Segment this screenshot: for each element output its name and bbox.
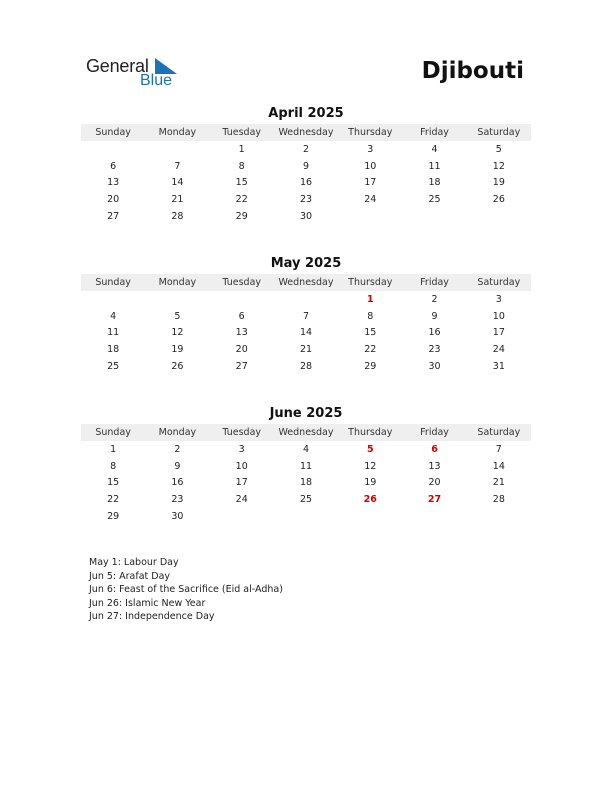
day-cell: 26: [492, 194, 505, 206]
weekday-label: Monday: [158, 427, 197, 438]
day-cell: 6: [110, 160, 117, 172]
day-cell: 1: [110, 443, 117, 455]
holiday-entry: Jun 27: Independence Day: [89, 611, 215, 622]
day-cell: 30: [299, 211, 313, 223]
day-cell: 29: [364, 361, 377, 373]
day-cell: 22: [107, 494, 120, 506]
weekday-label: Friday: [420, 127, 449, 138]
weekday-header-row: [81, 124, 531, 141]
month-title: April 2025: [268, 106, 344, 121]
day-cell: 27: [235, 361, 248, 373]
weekday-label: Monday: [158, 277, 197, 288]
day-cell: 13: [428, 460, 441, 472]
week-row: [81, 141, 531, 158]
day-cell: 25: [299, 494, 313, 506]
day-cell: 9: [174, 460, 181, 472]
month-calendar: [81, 406, 531, 525]
day-cell: 18: [299, 477, 313, 489]
day-cell: 2: [302, 143, 309, 155]
day-cell: 16: [171, 477, 184, 489]
day-cell: 23: [299, 194, 313, 206]
holiday-entry: Jun 5: Arafat Day: [89, 570, 171, 582]
day-cell: 8: [367, 310, 374, 322]
day-cell: 15: [235, 177, 248, 189]
week-row: [81, 508, 531, 525]
weekday-label: Sunday: [95, 277, 131, 288]
day-cell: 23: [428, 344, 441, 356]
day-cell: 16: [428, 327, 441, 339]
day-cell: 15: [364, 327, 377, 339]
day-cell: 28: [492, 494, 505, 506]
week-row: [81, 308, 531, 325]
weekday-label: Tuesday: [222, 277, 262, 288]
weekday-label: Friday: [420, 277, 449, 288]
weekday-header-row: [81, 424, 531, 441]
week-row: [81, 208, 531, 225]
holiday-day-cell: 5: [366, 443, 374, 455]
day-cell: 4: [302, 443, 309, 455]
weekday-label: Wednesday: [278, 427, 334, 438]
day-cell: 3: [495, 293, 502, 305]
day-cell: 28: [299, 361, 313, 373]
day-cell: 6: [238, 310, 245, 322]
day-cell: 30: [171, 511, 184, 523]
day-cell: 3: [367, 143, 374, 155]
day-cell: 1: [238, 143, 245, 155]
week-row: [81, 475, 531, 492]
week-row: [81, 491, 531, 508]
weekday-label: Saturday: [477, 127, 521, 138]
day-cell: 10: [492, 310, 505, 322]
day-cell: 25: [428, 194, 441, 206]
weekday-label: Sunday: [95, 127, 131, 138]
weekday-label: Thursday: [348, 127, 393, 138]
day-cell: 29: [235, 211, 248, 223]
day-cell: 5: [495, 143, 502, 155]
day-cell: 8: [110, 460, 117, 472]
day-cell: 11: [428, 160, 441, 172]
day-cell: 24: [492, 344, 505, 356]
day-cell: 31: [492, 361, 505, 373]
day-cell: 18: [107, 344, 120, 356]
day-cell: 4: [431, 143, 438, 155]
day-cell: 19: [492, 177, 505, 189]
day-cell: 16: [299, 177, 313, 189]
day-cell: 7: [174, 160, 181, 172]
day-cell: 13: [235, 327, 248, 339]
weekday-label: Tuesday: [222, 427, 262, 438]
day-cell: 18: [428, 177, 441, 189]
day-cell: 7: [302, 310, 309, 322]
day-cell: 21: [492, 477, 505, 489]
weekday-label: Thursday: [348, 427, 393, 438]
holiday-day-cell: 26: [363, 494, 377, 506]
day-cell: 4: [110, 310, 117, 322]
weekday-label: Tuesday: [222, 127, 262, 138]
logo-text-blue: Blue: [140, 72, 173, 89]
day-cell: 9: [302, 160, 309, 172]
day-cell: 11: [107, 327, 120, 339]
weekday-label: Thursday: [348, 277, 393, 288]
month-calendar: [81, 106, 531, 225]
day-cell: 19: [171, 344, 184, 356]
day-cell: 17: [364, 177, 377, 189]
holiday-entry: Jun 6: Feast of the Sacrifice (Eid al-Adha): [89, 584, 283, 595]
month-calendar: [81, 256, 531, 375]
holiday-entry: May 1: Labour Day: [89, 557, 179, 568]
day-cell: 21: [171, 194, 184, 206]
day-cell: 12: [492, 160, 505, 172]
day-cell: 20: [428, 477, 441, 489]
day-cell: 21: [299, 344, 313, 356]
weekday-label: Sunday: [95, 427, 131, 438]
day-cell: 10: [364, 160, 377, 172]
week-row: [81, 325, 531, 342]
day-cell: 12: [364, 460, 377, 472]
holiday-day-cell: 27: [427, 494, 442, 506]
day-cell: 5: [174, 310, 181, 322]
holiday-entry: Jun 26: Islamic New Year: [89, 597, 206, 609]
week-row: [81, 358, 531, 375]
week-row: [81, 191, 531, 208]
weekday-label: Friday: [420, 427, 449, 438]
day-cell: 28: [171, 211, 184, 223]
day-cell: 17: [235, 477, 248, 489]
weekday-label: Wednesday: [278, 277, 334, 288]
holiday-list: [89, 556, 489, 624]
month-title: June 2025: [269, 406, 343, 421]
week-row: [81, 158, 531, 175]
week-row: [81, 291, 531, 308]
weekday-label: Saturday: [477, 427, 521, 438]
weekday-label: Monday: [158, 127, 197, 138]
week-row: [81, 441, 531, 458]
day-cell: 26: [171, 361, 184, 373]
day-cell: 10: [235, 460, 248, 472]
day-cell: 15: [107, 477, 120, 489]
weekday-header-row: [81, 274, 531, 291]
day-cell: 23: [171, 494, 184, 506]
day-cell: 12: [171, 327, 184, 339]
logo-text-general: General: [86, 56, 149, 76]
week-row: [81, 175, 531, 192]
day-cell: 7: [495, 443, 502, 455]
day-cell: 29: [107, 511, 120, 523]
day-cell: 8: [238, 160, 245, 172]
day-cell: 20: [235, 344, 248, 356]
day-cell: 22: [364, 344, 377, 356]
day-cell: 24: [235, 494, 248, 506]
week-row: [81, 458, 531, 475]
day-cell: 2: [431, 293, 438, 305]
day-cell: 14: [171, 177, 184, 189]
holiday-day-cell: 1: [366, 293, 374, 305]
day-cell: 14: [492, 460, 505, 472]
day-cell: 9: [431, 310, 438, 322]
day-cell: 13: [107, 177, 120, 189]
day-cell: 25: [107, 361, 120, 373]
weekday-label: Saturday: [477, 277, 521, 288]
day-cell: 20: [107, 194, 120, 206]
day-cell: 24: [364, 194, 377, 206]
day-cell: 14: [299, 327, 313, 339]
day-cell: 19: [364, 477, 377, 489]
day-cell: 27: [107, 211, 120, 223]
day-cell: 11: [299, 460, 313, 472]
weekday-label: Wednesday: [278, 127, 334, 138]
day-cell: 3: [238, 443, 245, 455]
month-title: May 2025: [270, 256, 342, 271]
day-cell: 2: [174, 443, 181, 455]
logo: [86, 56, 196, 92]
day-cell: 22: [235, 194, 248, 206]
day-cell: 30: [428, 361, 441, 373]
holiday-day-cell: 6: [431, 443, 438, 455]
week-row: [81, 341, 531, 358]
country-title: Djibouti: [421, 58, 524, 84]
day-cell: 17: [492, 327, 505, 339]
